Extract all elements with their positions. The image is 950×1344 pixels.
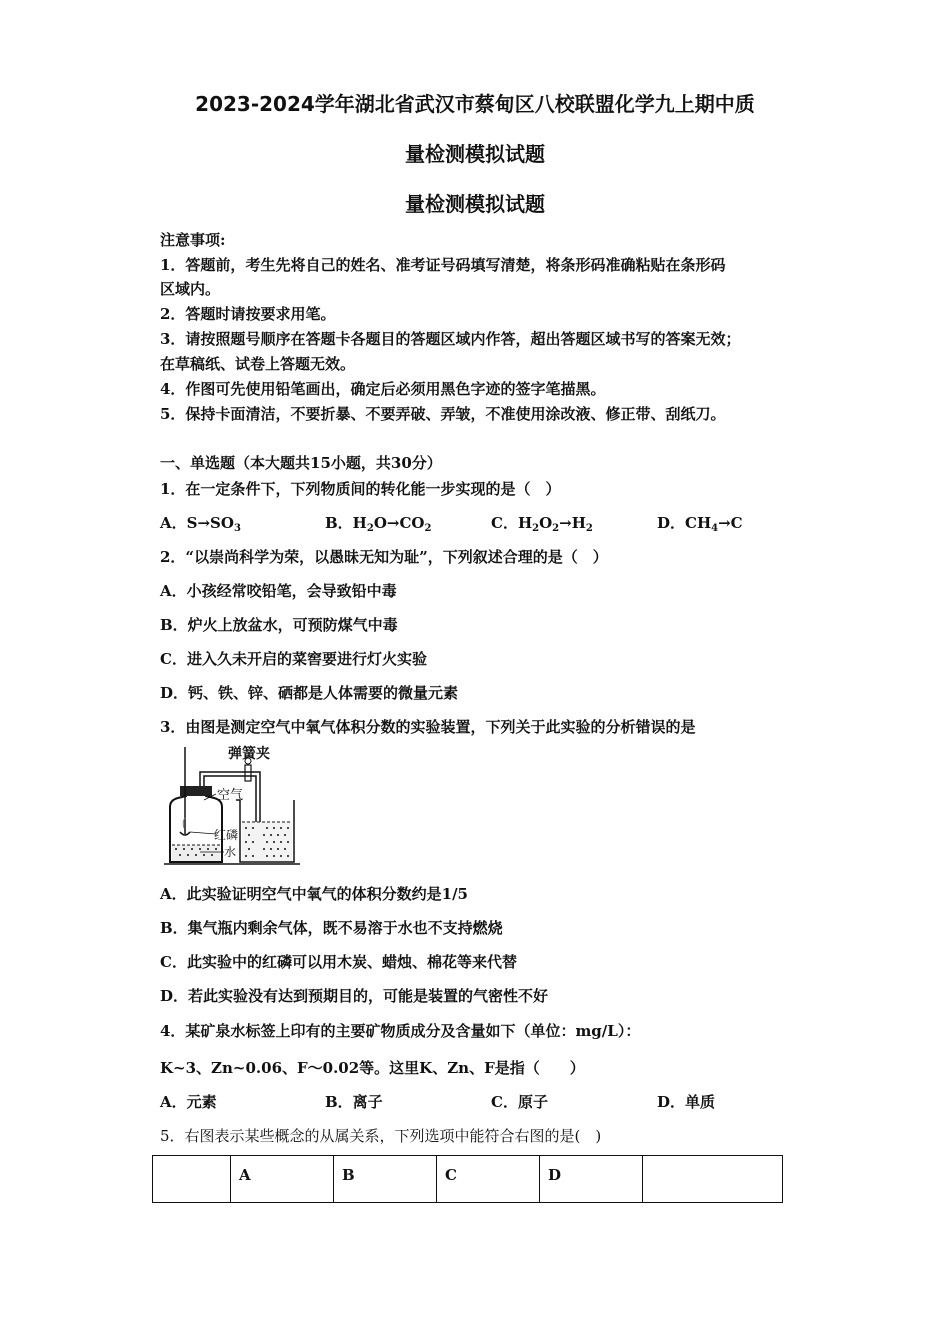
figure-label-phosphorus: 红磷: [214, 828, 239, 842]
table-cell: [643, 1156, 783, 1203]
section-heading: 一、单选题（本大题共15小题，共30分）: [160, 454, 442, 472]
q2-option-d: D．钙、铁、锌、硒都是人体需要的微量元素: [160, 684, 459, 702]
q5-options-table: [152, 1155, 783, 1203]
q1-option-b: B．$H_2O\to CO_2$: [325, 514, 432, 534]
q1-option-c: C．$H_2O_2\to H_2$: [491, 514, 593, 534]
notice-item: 5．保持卡面清洁，不要折暴、不要弄破、弄皱，不准使用涂改液、修正带、刮纸刀。: [160, 405, 726, 423]
question-1-stem: 1．在一定条件下，下列物质间的转化能一步实现的是（ ）: [160, 480, 561, 498]
page-title-line3: 量检测模拟试题: [405, 192, 545, 216]
notice-item: 2．答题时请按要求用笔。: [160, 305, 336, 323]
notice-item: 4．作图可先使用铅笔画出，确定后必须用黑色字迹的签字笔描黑。: [160, 380, 606, 398]
table-cell: C: [437, 1156, 540, 1203]
notice-item: 在草稿纸、试卷上答题无效。: [160, 355, 356, 373]
q4-option-b: B．离子: [325, 1093, 383, 1111]
q3-option-b: B．集气瓶内剩余气体，既不易溶于水也不支持燃烧: [160, 919, 503, 937]
question-4-stem: 4．某矿泉水标签上印有的主要矿物质成分及含量如下（单位：mg/L）：: [160, 1022, 641, 1040]
question-2-stem: 2．“以崇尚科学为荣，以愚昧无知为耻”，下列叙述合理的是（ ）: [160, 548, 608, 566]
q3-option-a: A．此实验证明空气中氧气的体积分数约是1/5: [160, 885, 468, 903]
q1-option-a: A．$S\to SO_3$: [160, 514, 241, 534]
notice-item: 3．请按照题号顺序在答题卡各题目的答题区域内作答，超出答题区域书写的答案无效；: [160, 330, 741, 348]
figure-label-clip: 弹簧夹: [228, 746, 270, 762]
notice-item: 1．答题前，考生先将自己的姓名、准考证号码填写清楚，将条形码准确粘贴在条形码: [160, 256, 726, 274]
question-5-stem: 5．右图表示某些概念的从属关系，下列选项中能符合右图的是( ): [160, 1127, 602, 1145]
table-cell: A: [231, 1156, 334, 1203]
q4-option-d: D．单质: [657, 1093, 716, 1111]
table-cell: [153, 1156, 231, 1203]
q2-option-b: B．炉火上放盆水，可预防煤气中毒: [160, 616, 398, 634]
q1-option-d: D．$CH_4\to C$: [657, 514, 743, 534]
figure-label-air: 空气: [217, 788, 244, 803]
q4-option-a: A．元素: [160, 1093, 217, 1111]
page-title: 2023-2024学年湖北省武汉市蔡甸区八校联盟化学九上期中质: [195, 92, 755, 116]
q2-option-c: C．进入久未开启的菜窖要进行灯火实验: [160, 650, 427, 668]
table-cell: D: [540, 1156, 643, 1203]
q2-option-a: A．小孩经常咬铅笔，会导致铅中毒: [160, 582, 397, 600]
q4-option-c: C．原子: [491, 1093, 548, 1111]
figure-label-water: 水: [224, 845, 237, 859]
notice-item: 区域内。: [160, 280, 221, 298]
question-4-stem-line2: K~3、Zn~0.06、F～0.02等。这里K、Zn、F是指（ ）: [160, 1059, 585, 1077]
table-cell: B: [334, 1156, 437, 1203]
notice-heading: 注意事项:: [160, 231, 226, 249]
q3-option-c: C．此实验中的红磷可以用木炭、蜡烛、棉花等来代替: [160, 953, 517, 971]
page-title-line2: 量检测模拟试题: [405, 142, 545, 166]
q3-option-d: D．若此实验没有达到预期目的，可能是装置的气密性不好: [160, 987, 549, 1005]
oxygen-experiment-figure: [160, 742, 305, 867]
question-3-stem: 3．由图是测定空气中氧气体积分数的实验装置，下列关于此实验的分析错误的是: [160, 718, 696, 736]
